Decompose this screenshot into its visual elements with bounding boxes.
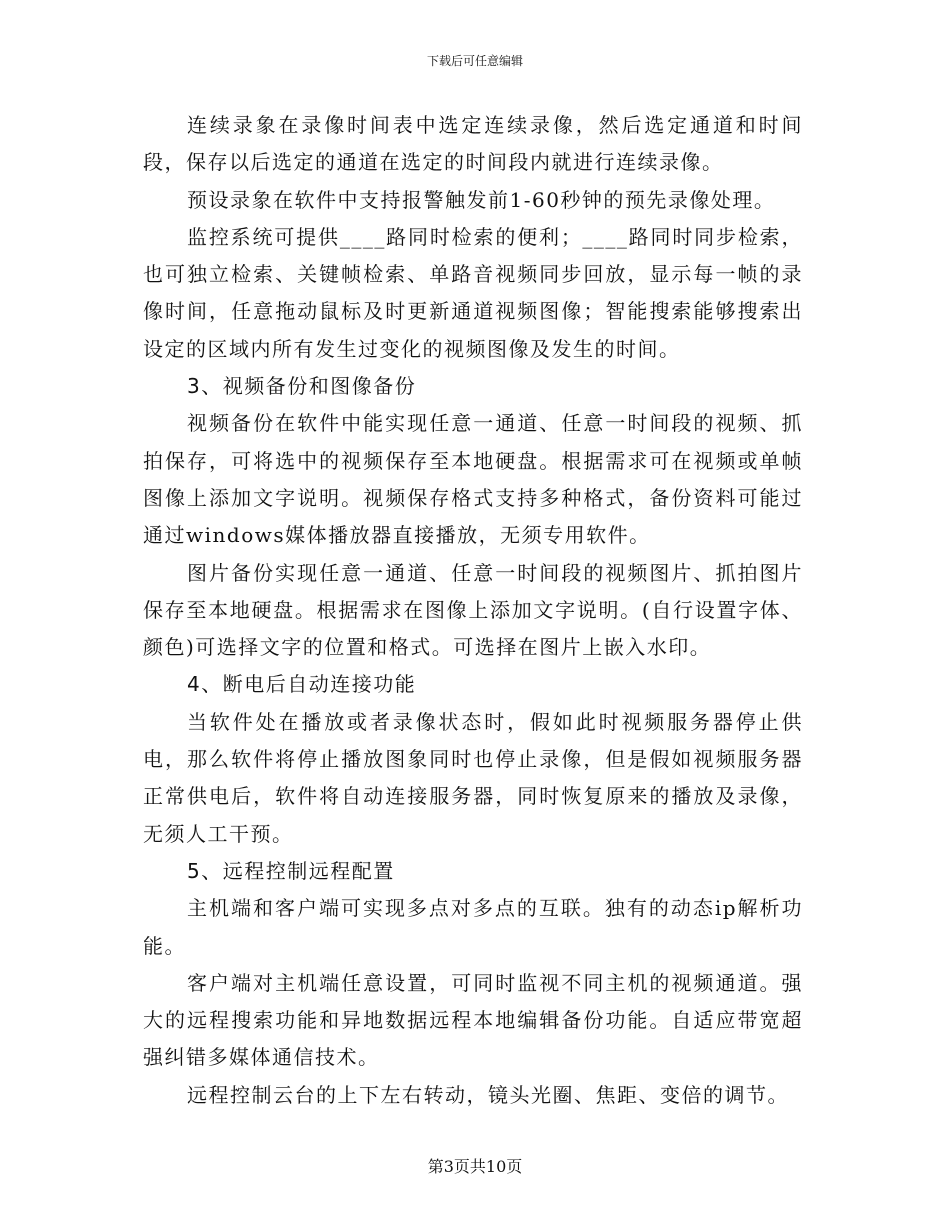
page-header: 下载后可任意编辑 — [426, 54, 523, 68]
paragraph-multipoint: 主机端和客户端可实现多点对多点的互联。独有的动态ip解析功能。 — [143, 896, 803, 958]
page-number: 第3页共10页 — [427, 1157, 523, 1176]
section-heading-4: 4、断电后自动连接功能 — [187, 672, 417, 697]
paragraph-auto-reconnect: 当软件处在播放或者录像状态时，假如此时视频服务器停止供电，那么软件将停止播放图象同时也停止录像，但是假如视频服务器正常供电后，软件将自动连接服务器，同时恢复原来的播放及录像，无须人工干预。 — [143, 709, 803, 846]
paragraph-ptz-control: 远程控制云台的上下左右转动，镜头光圈、焦距、变倍的调节。 — [187, 1082, 789, 1107]
section-heading-5: 5、远程控制远程配置 — [187, 858, 395, 883]
document-body — [143, 107, 803, 1114]
paragraph-image-backup: 图片备份实现任意一通道、任意一时间段的视频图片、抓拍图片保存至本地硬盘。根据需求在图像上添加文字说明。(自行设置字体、颜色)可选择文字的位置和格式。可选择在图片上嵌入水印。 — [143, 560, 803, 660]
section-heading-3: 3、视频备份和图像备份 — [187, 374, 417, 399]
paragraph-continuous-recording: 连续录象在录像时间表中选定连续录像，然后选定通道和时间段，保存以后选定的通道在选定的时间段内就进行连续录像。 — [143, 113, 803, 175]
paragraph-video-backup: 视频备份在软件中能实现任意一通道、任意一时间段的视频、抓拍保存，可将选中的视频保存至本地硬盘。根据需求可在视频或单帧图像上添加文字说明。视频保存格式支持多种格式，备份资料可能过通过windows媒体播放器直接播放，无须专用软件。 — [143, 411, 803, 548]
paragraph-client-settings: 客户端对主机端任意设置，可同时监视不同主机的视频通道。强大的远程搜索功能和异地数据远程本地编辑备份功能。自适应带宽超强纠错多媒体通信技术。 — [143, 970, 803, 1070]
paragraph-preset-recording: 预设录象在软件中支持报警触发前1-60秒钟的预先录像处理。 — [187, 187, 776, 212]
paragraph-search: 监控系统可提供____路同时检索的便利；____路同时同步检索，也可独立检索、关键帧检索、单路音视频同步回放，显示每一帧的录像时间，任意拖动鼠标及时更新通道视频图像；智能搜索能够搜索出设定的区域内所有发生过变化的视频图像及发生的时间。 — [143, 224, 803, 361]
